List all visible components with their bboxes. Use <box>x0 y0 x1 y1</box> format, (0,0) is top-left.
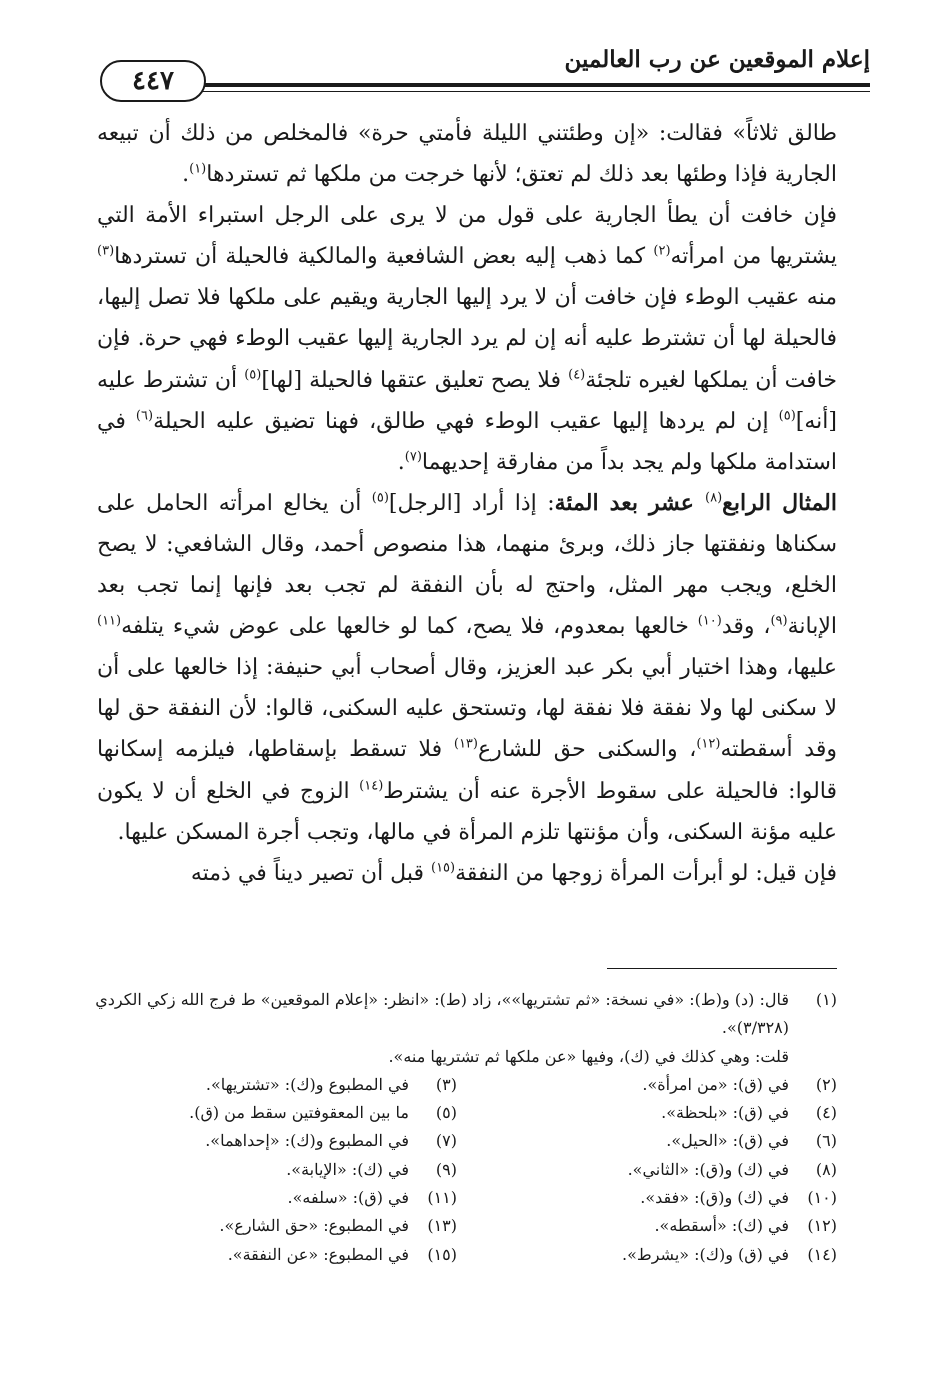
footnote-text: في (ق): «بلحظة». <box>661 1103 789 1123</box>
text-run: أن يخالع امرأته الحامل على سكناها ونفقتها جاز ذلك، وبرئ منهما، هذا منصوص أحمد، وقال الشافعي: لا يصح الخلع، ويجب مهر المثل، واحتج له بأن النفقة لم تجب بعد فإنها إنما تجب بعد الإبانة <box>97 490 837 640</box>
footnote-ref: (١٠) <box>697 613 722 629</box>
footnote-ref: (٢) <box>653 243 671 259</box>
footnote-number: (١) <box>815 990 837 1009</box>
footnote-ref: (٥) <box>778 408 796 424</box>
footnote-ref: (٦) <box>135 408 154 424</box>
footnote-item <box>457 1184 837 1212</box>
text-run: أن تشترط عليه [أنه] <box>97 367 837 434</box>
footnote-1 <box>77 986 837 1043</box>
footnote-item <box>457 1241 837 1269</box>
footnote-text: في (ك): «أسقطه». <box>654 1216 789 1236</box>
footnote-number: (٨) <box>815 1159 837 1179</box>
footnote-number: (١٥) <box>427 1244 457 1264</box>
footnote-text: في (ك) و(ق): «فقد». <box>640 1188 789 1208</box>
text-run: منه عقيب الوطء فإن خافت أن لا يرد إليها الجارية ويقيم على ملكها فلا تصل إليها، فالحيلة لها أن تشترط عليه أنه إن لم يرد الجارية إليها عقيب الوطء فهي حرة. فإن خافت أن يملكها لغيره تلجئة <box>97 285 837 393</box>
footnote-item <box>77 1099 457 1127</box>
footnote-ref: (٣) <box>97 243 115 259</box>
paragraph-3 <box>97 483 837 853</box>
footnote-item <box>77 1127 457 1155</box>
text-run: كما ذهب إليه بعض الشافعية والمالكية فالحيلة أن تستردها <box>114 244 654 270</box>
section-heading: عشر بعد المئة <box>554 489 706 516</box>
text-run: فلا تسقط بإسقاطها، فيلزمه إسكانها قالوا: فالحيلة على سقوط الأجرة عنه أن يشترط <box>97 737 837 804</box>
header-rule-thick <box>200 83 870 87</box>
section-heading: المثال الرابع <box>722 489 837 516</box>
footnote-ref: (٥) <box>371 490 389 506</box>
page-number: ٤٤٧ <box>100 60 206 102</box>
footnote-item <box>457 1071 837 1099</box>
footnote-ref: (١٢) <box>696 737 721 753</box>
footnote-number: (٩) <box>435 1159 457 1179</box>
footnote-text: في المطبوع: «حق الشارع». <box>219 1216 409 1236</box>
text-run: إن لم يردها إليها عقيب الوطء فهي طالق، فهنا تضيق عليه الحيلة <box>153 408 779 434</box>
footnote-text: في (ق): «الحيل». <box>666 1131 789 1151</box>
footnotes <box>77 986 837 1269</box>
header-rule-thin <box>200 91 870 92</box>
text-run: عليها، وهذا اختيار أبي بكر عبد العزيز، وقال أصحاب أبي حنيفة: إذا خالعها على أن لا سكنى لها ولا نفقة فلا نفقة لها، وتستحق عليه السكنى، قالوا: لأن النفقة حق لها وقد أسقطته <box>97 655 837 763</box>
footnote-ref: (٧) <box>404 449 422 465</box>
footnote-text: في المطبوع و(ك): «تشتريها». <box>205 1074 409 1094</box>
text-run: فإن خافت أن يطأ الجارية على قول من لا يرى على الرجل استبراء الأمة التي يشتريها من امرأته <box>97 203 838 270</box>
text-run: خالعها بمعدوم، فلا يصح، كما لو خالعها على عوض شيء يتلفه <box>121 614 698 640</box>
footnote-number: (٦) <box>815 1131 837 1151</box>
footnote-item <box>457 1099 837 1127</box>
footnote-number: (٧) <box>435 1131 457 1151</box>
footnote-text: في (ق) و(ك): «يشرط». <box>622 1244 789 1264</box>
footnote-item <box>457 1212 837 1240</box>
footnote-item <box>77 1184 457 1212</box>
footnote-1-continuation: قلت: وهي كذلك في (ك)، وفيها «عن ملكها ثم تشتريها منه». <box>388 1046 789 1066</box>
text-run: . <box>182 162 190 188</box>
text-run: : إذا أراد [الرجل] <box>388 490 555 516</box>
footnote-number: (١٠) <box>807 1188 837 1208</box>
paragraph-2 <box>97 195 837 483</box>
text-run: . <box>397 449 405 475</box>
text-run: فإن قيل: لو أبرأت المرأة زوجها من النفقة <box>455 860 837 886</box>
footnote-ref: (١٣) <box>453 737 478 753</box>
footnote-text: في (ق): «من امرأة». <box>642 1074 789 1094</box>
text-run: ، وقد <box>721 614 771 640</box>
footnote-text: في المطبوع: «عن النفقة». <box>227 1244 409 1264</box>
footnote-ref: (١١) <box>97 613 122 629</box>
page-header <box>100 38 870 108</box>
text-run: ، والسكنى حق للشارع <box>478 737 697 763</box>
footnote-number: (١٣) <box>427 1216 457 1236</box>
text-run: في استدامة ملكها ولم يجد بداً من مفارقة إحديهما <box>97 408 837 475</box>
footnote-text: ما بين المعقوفتين سقط من (ق). <box>189 1103 409 1123</box>
paragraph-1 <box>97 113 837 195</box>
footnote-number: (٢) <box>815 1074 837 1094</box>
text-run: فلا يصح تعليق عتقها فالحيلة [لها] <box>261 367 569 393</box>
footnote-item <box>77 1156 457 1184</box>
footnote-number: (١٢) <box>807 1216 837 1236</box>
footnote-ref: (١٤) <box>359 778 384 794</box>
main-text <box>97 113 837 894</box>
footnote-item <box>77 1241 457 1269</box>
footnote-number: (٣) <box>435 1074 457 1094</box>
text-run: طالق ثلاثاً» فقالت: «إن وطئتني الليلة فأمتي حرة» فالمخلص من ذلك أن تبيعه الجارية فإذا وطئها بعد ذلك لم تعتق؛ لأنها خرجت من ملكها ثم تستردها <box>97 121 837 188</box>
footnote-text: في (ق): «سلفه». <box>287 1188 409 1208</box>
footnote-number: (٥) <box>435 1103 457 1123</box>
footnote-ref: (١) <box>189 161 207 177</box>
paragraph-4 <box>97 853 837 894</box>
footnote-item <box>77 1071 457 1099</box>
footnote-ref: (٩) <box>770 613 788 629</box>
footnote-item <box>457 1156 837 1184</box>
footnote-number: (٤) <box>815 1103 837 1123</box>
running-title: إعلام الموقعين عن رب العالمين <box>564 46 870 73</box>
footnote-text: في (ك) و(ق): «الثاني». <box>627 1159 789 1179</box>
footnote-pairs <box>77 1071 837 1269</box>
footnote-ref: (٥) <box>244 367 262 383</box>
footnote-item <box>77 1212 457 1240</box>
text-run: قبل أن تصير ديناً في ذمته <box>190 860 431 886</box>
text-run: الزوج في الخلع أن لا يكون عليه مؤنة السكنى، وأن مؤنتها تلزم المرأة في مالها، وتجب أجرة المسكن عليها. <box>97 778 837 845</box>
footnote-text: في (ك): «الإيابة». <box>286 1159 409 1179</box>
footnote-text: في المطبوع و(ك): «إحداهما». <box>205 1131 409 1151</box>
footnote-ref: (٤) <box>568 367 586 383</box>
footnote-item <box>457 1127 837 1155</box>
footnote-number: (١٤) <box>807 1244 837 1264</box>
footnote-ref: (٨) <box>705 490 723 506</box>
footnote-text: قال: (د) و(ط): «في نسخة: «ثم تشتريها»»، زاد (ط): «انظر: «إعلام الموقعين» ط فرج الله زكي الكردي (٣/٣٢٨)». <box>95 990 789 1038</box>
footnote-number: (١١) <box>427 1188 457 1208</box>
footnote-ref: (١٥) <box>431 860 456 876</box>
footnote-separator <box>607 968 837 969</box>
